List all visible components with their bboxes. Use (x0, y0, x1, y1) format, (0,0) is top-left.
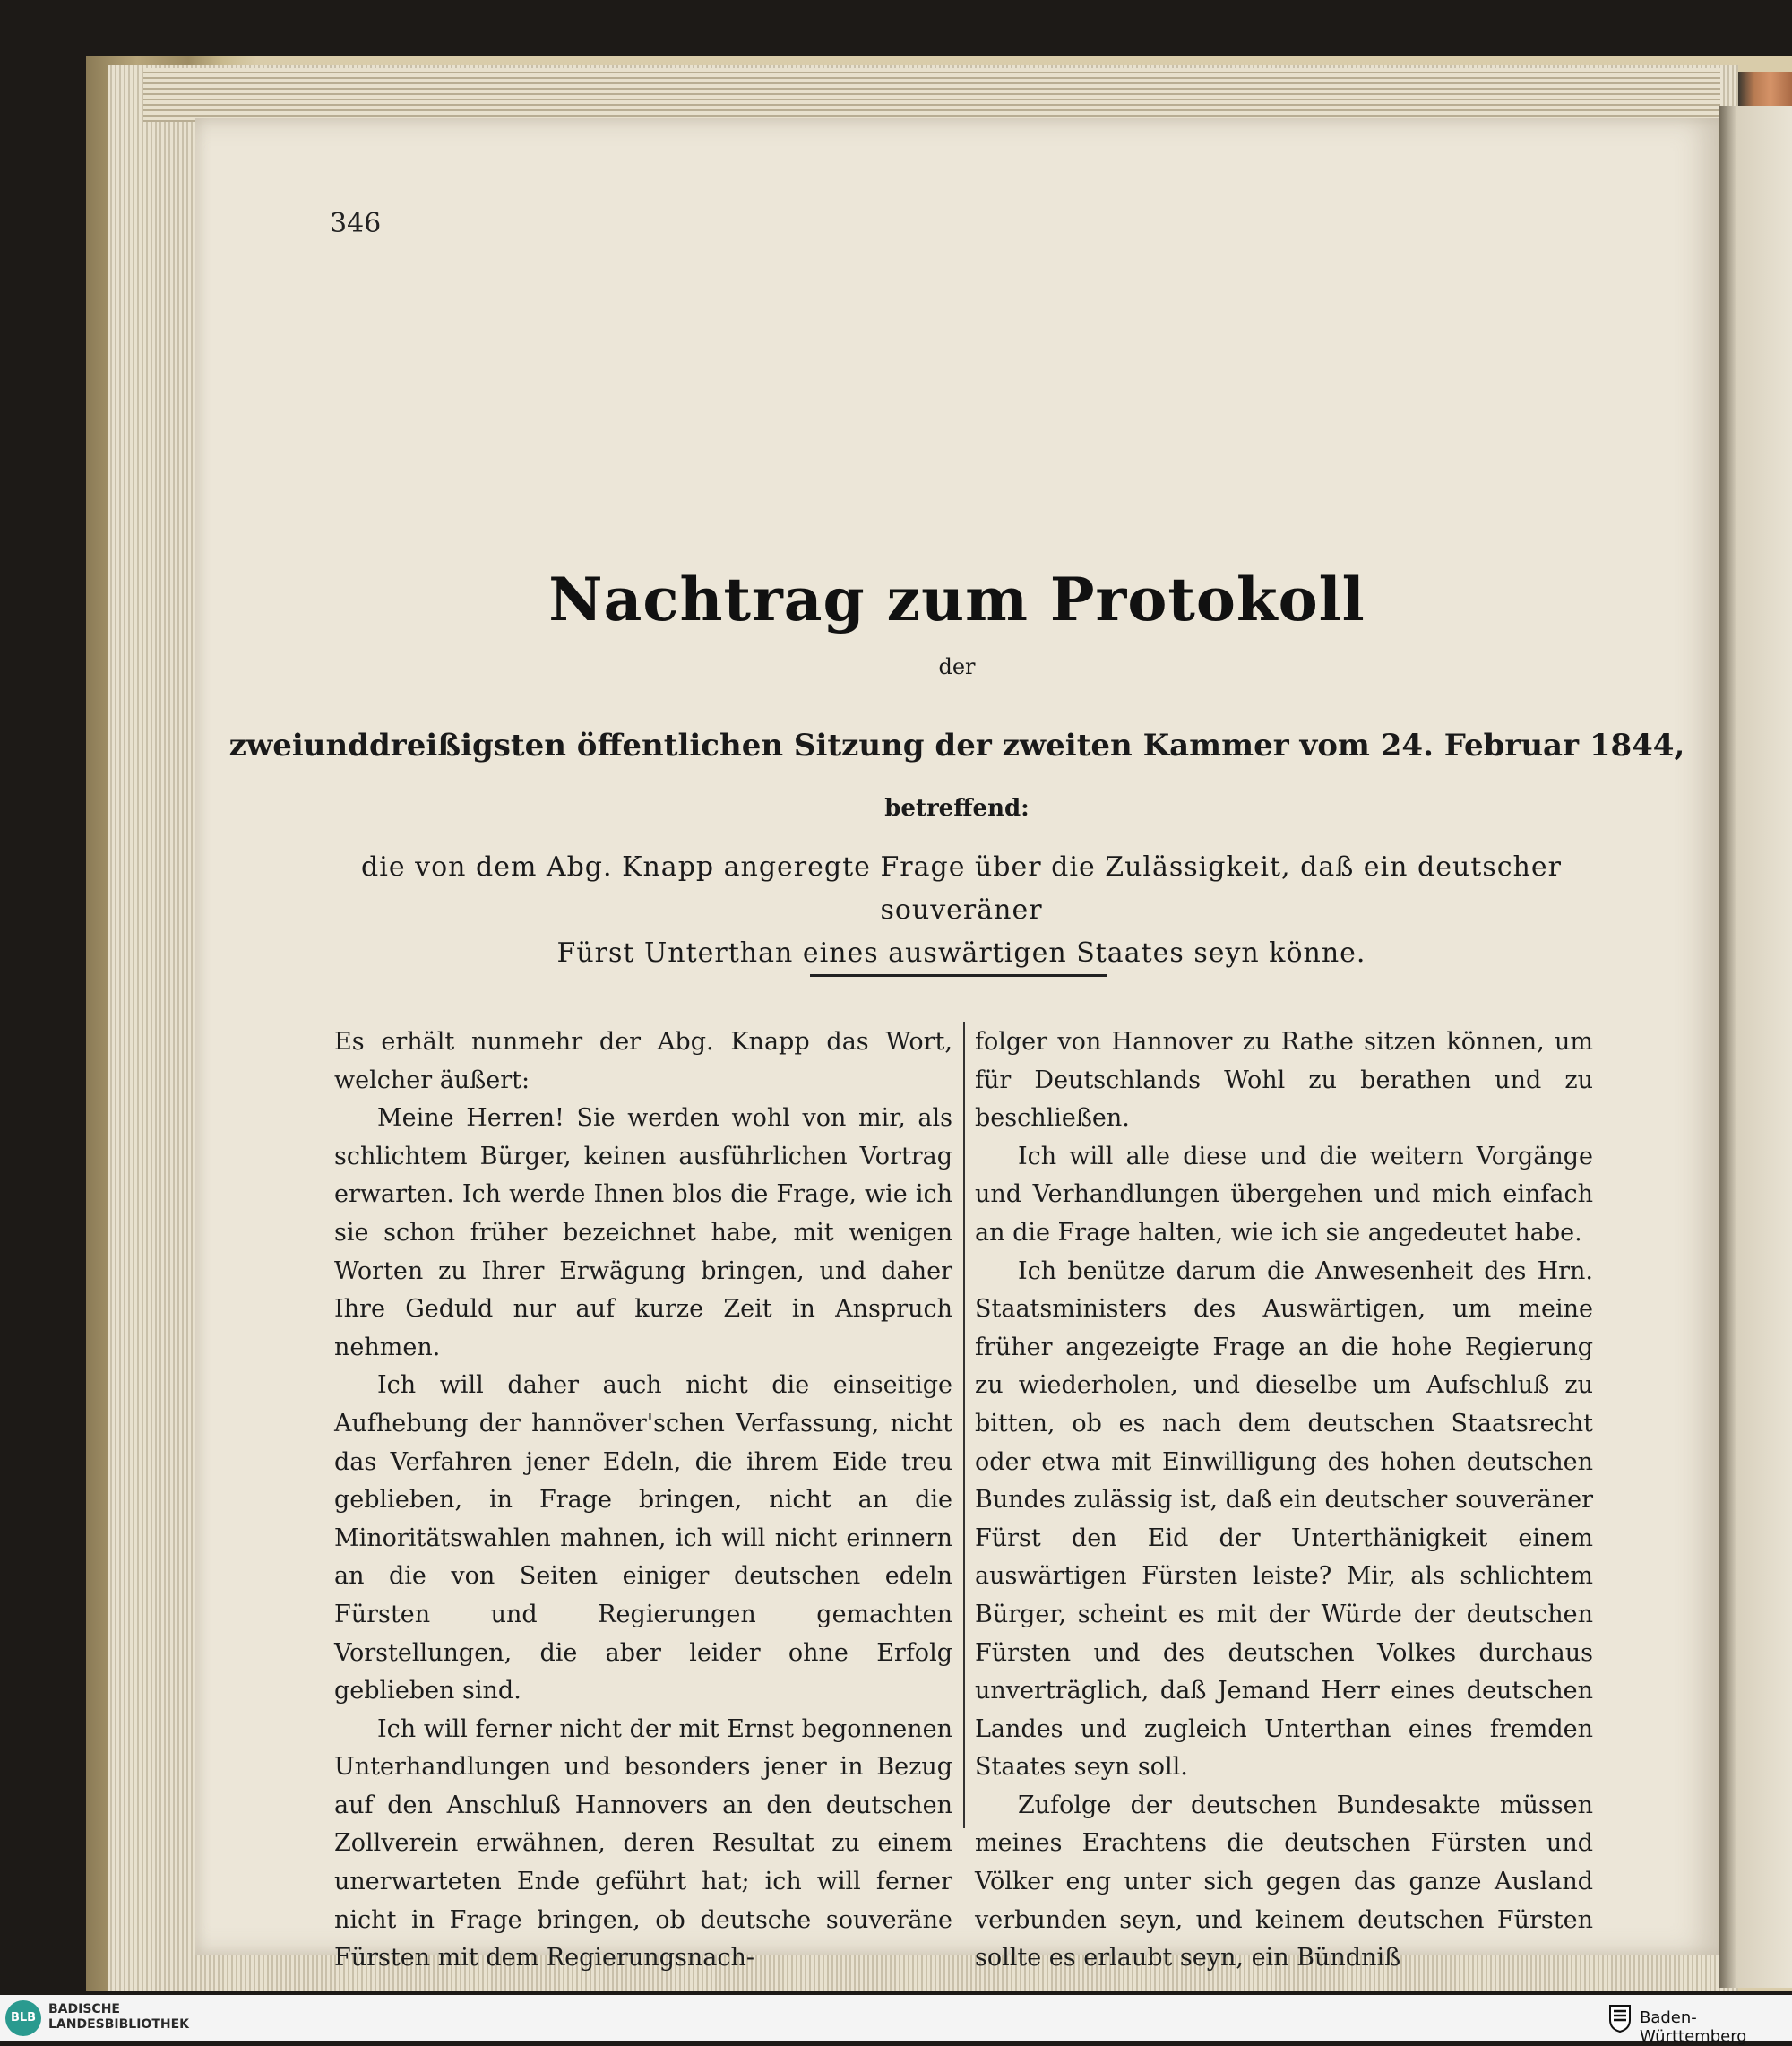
page-top-edges (143, 68, 1720, 122)
subject (334, 846, 1589, 975)
session-heading: zweiunddreißigsten öffentlichen Sitzung der zweiten Kammer vom 24. Februar 1844, (228, 728, 1685, 764)
page-title: Nachtrag zum Protokoll (548, 565, 1366, 635)
document-page (195, 118, 1719, 1973)
paragraph: Ich will ferner nicht der mit Ernst begonnenen Unterhandlungen und besonders jener in Bezug auf den Anschluß Hannovers an den deutschen Zollverein erwähnen, deren Resultat zu einem unerwarteten Ende geführt hat; ich will ferner nicht in Frage bringen, ob deutsche souveräne Fürsten mit dem Regierungsnach- (334, 1714, 952, 1973)
right-column (975, 1023, 1593, 1978)
left-column (334, 1023, 952, 1978)
paragraph: Es erhält nunmehr der Abg. Knapp das Wort, welcher äußert: (334, 1028, 952, 1094)
baden-wuerttemberg-crest-icon[interactable] (1608, 2004, 1632, 2033)
paragraph: Ich will alle diese und die weitern Vorgänge und Verhandlungen übergehen und mich einfach an die Frage halten, wie ich sie angedeutet habe. (975, 1142, 1593, 1247)
page-number: 346 (330, 208, 382, 239)
title-connector: der (938, 654, 976, 679)
paragraph: Ich will daher auch nicht die einseitige Aufhebung der hannöver'schen Verfassung, nicht das Verfahren jener Edeln, die ihrem Eide treu geblieben, in Frage bringen, nicht an die Minoritätswahlen mahnen, ich will nicht erinnern an die von Seiten einiger deutschen edeln Fürsten und Regierungen gemachten Vorstellungen, die aber leider ohne Erfolg geblieben sind. (334, 1371, 952, 1705)
library-name-line-2: LANDESBIBLIOTHEK (48, 2017, 190, 2032)
column-divider (963, 1022, 965, 1828)
paragraph: Meine Herren! Sie werden wohl von mir, als schlichtem Bürger, keinen ausführlichen Vortrag erwarten. Ich werde Ihnen blos die Frage, wie ich sie schon früher bezeichnet habe, mit wenigen Worten zu Ihrer Erwägung bringen, und daher Ihre Geduld nur auf kurze Zeit in Anspruch nehmen. (334, 1104, 952, 1361)
blb-logo-icon[interactable]: BLB (5, 2000, 41, 2036)
footer-bar (0, 1995, 1792, 2046)
state-label[interactable]: Baden-Württemberg (1640, 2008, 1747, 2046)
separator-rule (810, 974, 1107, 977)
subject-line-2: Fürst Unterthan eines auswärtigen Staates seyn könne. (556, 937, 1366, 969)
next-page-edge (1719, 106, 1792, 1988)
paragraph: folger von Hannover zu Rathe sitzen können, um für Deutschlands Wohl zu berathen und zu beschließen. (975, 1028, 1593, 1133)
subject-line-1: die von dem Abg. Knapp angeregte Frage über die Zulässigkeit, daß ein deutscher souveräner (361, 851, 1562, 926)
library-name[interactable] (48, 2002, 189, 2033)
library-name-line-1: BADISCHE (48, 2002, 120, 2016)
betreffend-label: betreffend: (884, 795, 1030, 822)
paragraph: Zufolge der deutschen Bundesakte müssen meines Erachtens die deutschen Fürsten und Völker eng unter sich gegen das ganze Ausland verbunden seyn, und keinem deutschen Fürsten sollte es erlaubt seyn, ein Bündniß (975, 1791, 1593, 1973)
paragraph: Ich benütze darum die Anwesenheit des Hrn. Staatsministers des Auswärtigen, um meine früher angezeigte Frage an die hohe Regierung zu wiederholen, und dieselbe um Aufschluß zu bitten, ob es nach dem deutschen Staatsrecht oder etwa mit Einwilligung des hohen deutschen Bundes zulässig ist, daß ein deutscher souveräner Fürst den Eid der Unterthänigkeit einem auswärtigen Fürsten leiste? Mir, als schlichtem Bürger, scheint es mit der Würde der deutschen Fürsten und des deutschen Volkes durchaus unverträglich, daß Jemand Herr eines deutschen Landes und zugleich Unterthan eines fremden Staates seyn soll. (975, 1256, 1593, 1782)
